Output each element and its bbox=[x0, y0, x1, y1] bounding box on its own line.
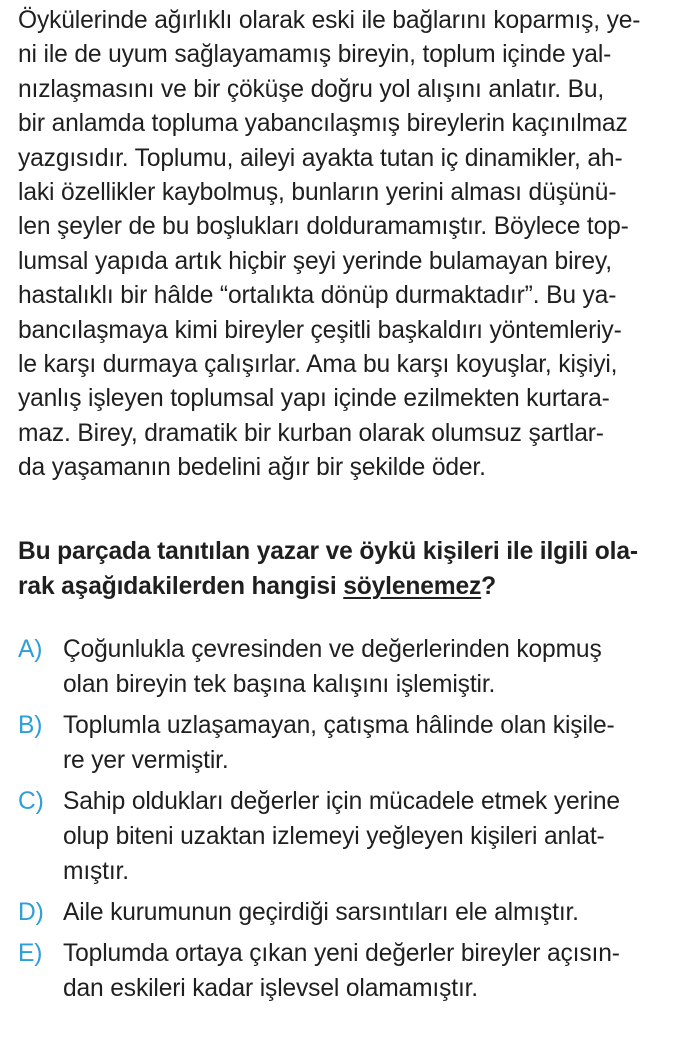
passage-line: hastalıklı bir hâlde “ortalıkta dönüp durmaktadır”. Bu ya- bbox=[18, 282, 617, 310]
passage-line: da yaşamanın bedelini ağır bir şekilde öder. bbox=[18, 454, 486, 482]
question-keyword-underlined: söylenemez bbox=[343, 573, 482, 600]
reading-passage bbox=[18, 4, 688, 486]
passage-line: nızlaşmasını ve bir çöküşe doğru yol alışını anlatır. Bu, bbox=[18, 75, 605, 103]
passage-line: maz. Birey, dramatik bir kurban olarak olumsuz şartlar- bbox=[18, 419, 604, 447]
option-text-line: Çoğunlukla çevresinden ve değerlerinden kopmuş bbox=[63, 636, 602, 663]
option-letter: B) bbox=[18, 712, 43, 739]
answer-options bbox=[18, 632, 690, 1012]
option-text-line: olup biteni uzaktan izlemeyi yeğleyen kişileri anlat- bbox=[63, 823, 605, 850]
option-d[interactable] bbox=[18, 895, 690, 930]
passage-line: yazgısıdır. Toplumu, aileyi ayakta tutan iç dinamikler, ah- bbox=[18, 144, 623, 172]
question-stem bbox=[18, 534, 688, 604]
option-text-line: olan bireyin tek başına kalışını işlemiştir. bbox=[63, 671, 496, 698]
option-letter: C) bbox=[18, 788, 44, 815]
option-c[interactable] bbox=[18, 784, 690, 889]
question-line-2-prefix: rak aşağıdakilerden hangisi bbox=[18, 573, 344, 600]
option-text-line: Toplumla uzlaşamayan, çatışma hâlinde olan kişile- bbox=[63, 712, 615, 739]
option-a[interactable] bbox=[18, 632, 690, 702]
passage-line: lumsal yapıda artık hiçbir şeyi yerinde bulamayan birey, bbox=[18, 247, 612, 275]
passage-line: ni ile de uyum sağlayamamış bireyin, toplum içinde yal- bbox=[18, 41, 612, 69]
question-line-1: Bu parçada tanıtılan yazar ve öykü kişileri ile ilgili ola- bbox=[18, 538, 638, 565]
passage-line: Öykülerinde ağırlıklı olarak eski ile bağlarını koparmış, ye- bbox=[18, 7, 641, 34]
option-b[interactable] bbox=[18, 708, 690, 778]
option-text-line: re yer vermiştir. bbox=[63, 747, 229, 774]
option-letter: E) bbox=[18, 940, 43, 967]
question-line-2-suffix: ? bbox=[481, 573, 497, 600]
passage-line: len şeyler de bu boşlukları dolduramamıştır. Böylece top- bbox=[18, 213, 629, 241]
option-text-line: dan eskileri kadar işlevsel olamamıştır. bbox=[63, 975, 478, 1002]
option-text-line: Toplumda ortaya çıkan yeni değerler bireyler açısın- bbox=[63, 940, 620, 967]
passage-line: laki özellikler kaybolmuş, bunların yerini alması düşünü- bbox=[18, 179, 617, 207]
option-letter: A) bbox=[18, 636, 43, 663]
option-text-line: mıştır. bbox=[63, 858, 129, 885]
option-e[interactable] bbox=[18, 936, 690, 1006]
passage-line: bancılaşmaya kimi bireyler çeşitli başkaldırı yöntemleriy- bbox=[18, 316, 622, 344]
option-text-line: Sahip oldukları değerler için mücadele etmek yerine bbox=[63, 788, 620, 815]
passage-line: bir anlamda topluma yabancılaşmış bireylerin kaçınılmaz bbox=[18, 110, 628, 138]
option-text-line: Aile kurumunun geçirdiği sarsıntıları ele almıştır. bbox=[63, 899, 579, 926]
question-line-2 bbox=[18, 569, 688, 604]
passage-line: yanlış işleyen toplumsal yapı içinde ezilmekten kurtara- bbox=[18, 385, 610, 413]
option-letter: D) bbox=[18, 899, 44, 926]
passage-line: le karşı durmaya çalışırlar. Ama bu karşı koyuşlar, kişiyi, bbox=[18, 351, 618, 379]
